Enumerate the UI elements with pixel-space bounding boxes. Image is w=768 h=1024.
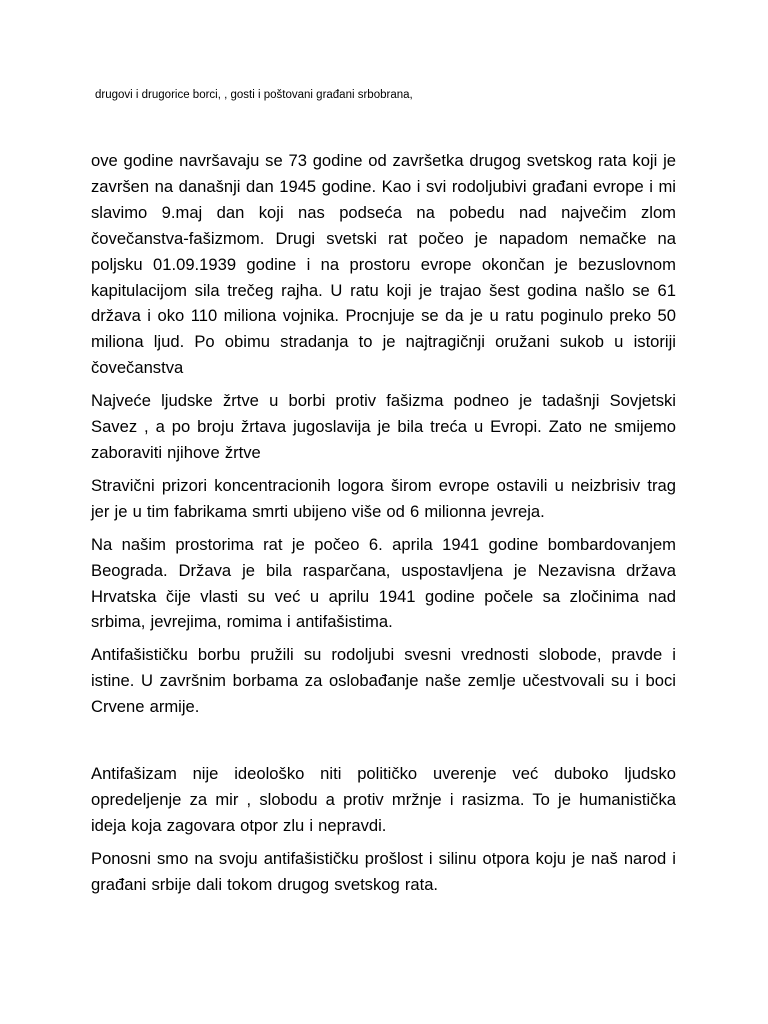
- paragraph-proud-past: Ponosni smo na svoju antifašističku prošlost i silinu otpora koju je naš narod i građani srbije dali tokom drugog svetskog rata.: [91, 848, 676, 894]
- paragraph-soviet-victims: Najveće ljudske žrtve u borbi protiv fašizma podneo je tadašnji Sovjetski Savez , a po broju žrtava jugoslavija je bila treća u Evropi. Zato ne smijemo zaboraviti njihove žrtve: [91, 391, 676, 462]
- paragraph-antifascist-struggle: Antifašističku borbu pružili su rodoljubi svesni vrednosti slobode, pravde i istine. U završnim borbama za oslobađanje naše zemlje učestvovali su i boci Crvene armije.: [91, 645, 676, 717]
- paragraph-concentration-camps: Stravični prizori koncentracionih logora širom evrope ostavili u neizbrisiv trag jer je u tim fabrikama smrti ubijeno više od 6 milionna jevreja.: [91, 475, 676, 521]
- paragraph-anniversary: ove godine navršavaju se 73 godine od završetka drugog svetskog rata koji je završen na današnji dan 1945 godine. Kao i svi rodoljubivi građani evrope i mi slavimo 9.maj dan koji nas podseća na pobedu nad največim zlom čovečanstva-fašizmom. Drugi svetski rat počeo je napadom nemačke na poljsku 01.09.1939 godine i na prostoru evrope okončan je bezuslovnom kapitulacijom sila trečeg rajha. U ratu koji je trajao šest godina našlo se 61 država i oko 110 miliona vojnika. Procnjuje se da je u ratu poginulo preko 50 miliona ljud. Po obimu stradanja to je najtragičnji oružani sukob u istoriji čovečanstva: [91, 151, 676, 378]
- paragraph-war-in-our-region: Na našim prostorima rat je počeo 6. aprila 1941 godine bombardovanjem Beograda. Država je bila rasparčana, uspostavljena je Nezavisna država Hrvatska čije vlasti su već u aprilu 1941 godine počele sa zločinima nad srbima, jevrejima, romima i antifašistima.: [91, 534, 676, 632]
- speech-body: [91, 148, 676, 905]
- salutation-line: drugovi i drugorice borci, , gosti i poštovani građani srbobrana,: [95, 89, 413, 101]
- paragraph-antifascism-definition: Antifašizam nije ideološko niti političko uverenje već duboko ljudsko opredeljenje za mir , slobodu a protiv mržnje i rasizma. To je humanistička ideja koja zagovara otpor zlu i nepravdi.: [91, 764, 676, 835]
